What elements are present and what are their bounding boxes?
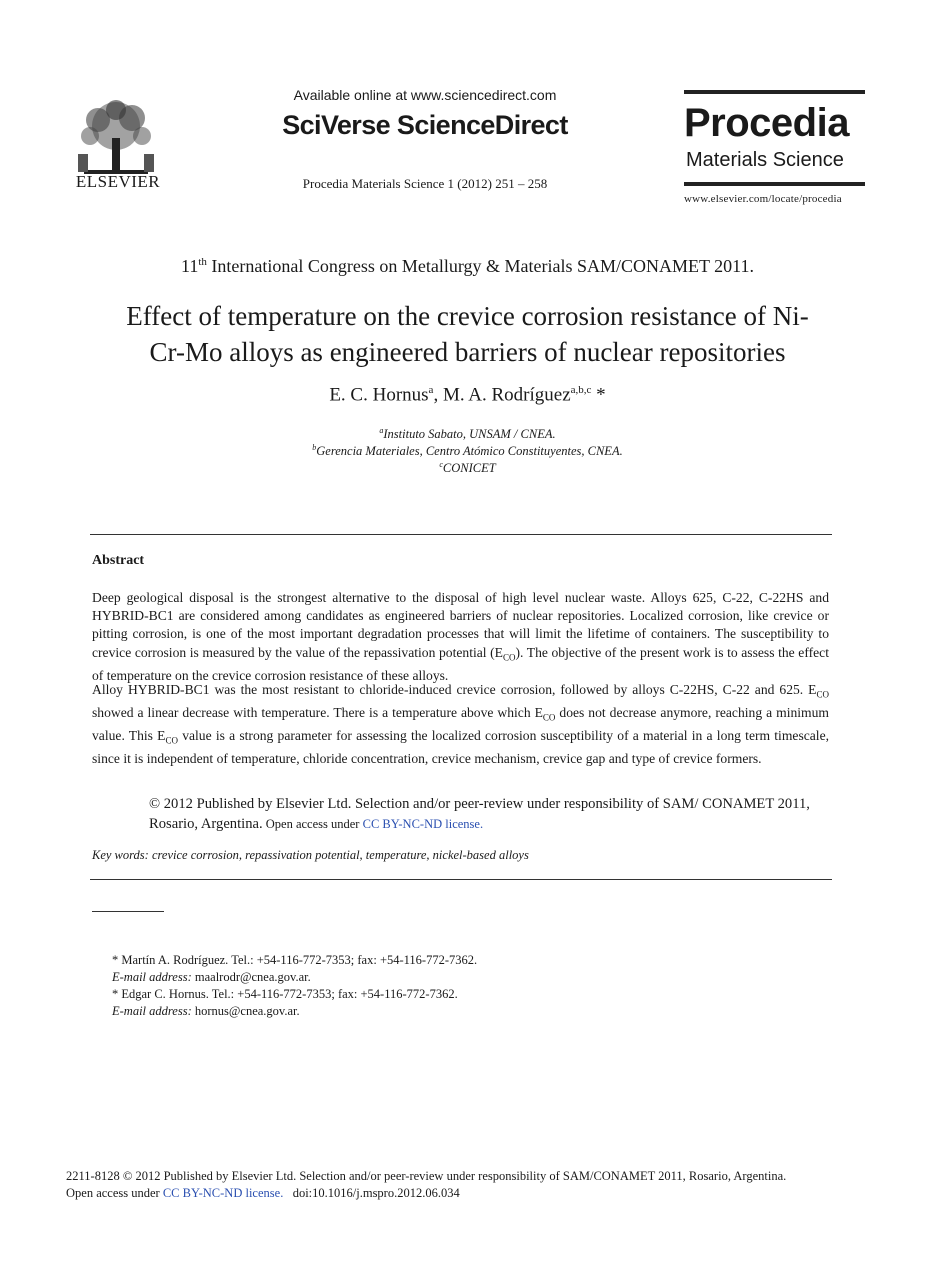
author-list: E. C. Hornus$^a$, M. A. Rodríguez$^{a,b,c}$ * xyxy=(329,384,606,406)
procedia-top-bar xyxy=(684,90,865,94)
congress-line: 11th International Congress on Metallurgy & Materials SAM/CONAMET 2011. xyxy=(180,256,755,276)
affiliation-a: $^a$Instituto Sabato, UNSAM / CNEA. xyxy=(379,426,556,442)
abstract-paragraph-1: Deep geological disposal is the strongest alternative to the disposal of high level nuclear waste. Alloys 625, C-22, C-22HS and HYBRID-BC1 are considered among candidates as engineered barriers of nuclear repositories. Localized corrosion, like crevice or pitting corrosion, is one of the most important degradation processes that will limit the lifetime of containers. The susceptibility to crevice corrosion is measured by the value of the repassivation potential $(E_{CO})$. The objective of the present work is to assess the effect of temperature on the crevice corrosion resistance of these alloys. xyxy=(92,590,829,683)
paper-title xyxy=(95,298,840,370)
abstract-heading: Abstract xyxy=(92,553,145,568)
sciverse-sciencedirect-logo: SciVerse ScienceDirect xyxy=(282,110,568,140)
footnote-email-2: E-mail address: hornus@cnea.gov.ar. xyxy=(112,1004,300,1018)
footnote-email-1: E-mail address: maalrodr@cnea.gov.ar. xyxy=(112,970,311,984)
procedia-logo-subtitle: Materials Science xyxy=(686,149,844,171)
elsevier-wordmark: ELSEVIER xyxy=(75,172,161,191)
divider-bottom xyxy=(90,879,832,880)
divider-top xyxy=(90,534,832,535)
license-link[interactable]: CC BY-NC-ND license. xyxy=(362,817,484,831)
footer-issn-line: 2211-8128 © 2012 Published by Elsevier Ltd. Selection and/or peer-review under responsibility of SAM/CONAMET 2011, Rosario, Argentina. xyxy=(66,1169,787,1183)
footer-doi-line: Open access under CC BY-NC-ND license. doi:10.1016/j.mspro.2012.06.034 xyxy=(66,1186,460,1200)
footnote-rule xyxy=(92,911,164,912)
keywords: Key words: crevice corrosion, repassivation potential, temperature, nickel-based alloys xyxy=(92,848,529,862)
paper-title-line-2: Cr-Mo alloys as engineered barriers of nuclear repositories xyxy=(149,337,786,367)
abstract-paragraph-2: Alloy HYBRID-BC1 was the most resistant to chloride-induced crevice corrosion, followed by alloys C-22HS, C-22 and 625. $E_{CO}$ showed a linear decrease with temperature. There is a temperature above which $E_{CO}$ does not decrease anymore, reaching a minimum value. This $E_{CO}$ value is a strong parameter for assessing the localized corrosion susceptibility of a material in a long term timescale, since it is independent of temperature, chloride concentration, crevice mechanism, crevice gap and type of crevice formers. xyxy=(92,682,830,766)
affiliation-b: $^b$Gerencia Materiales, Centro Atómico Constituyentes, CNEA. xyxy=(312,443,623,459)
email-link-2[interactable]: hornus@cnea.gov.ar. xyxy=(191,1004,300,1018)
footer-license-link[interactable]: CC BY-NC-ND license. xyxy=(162,1186,284,1200)
affiliation-c: $^c$CONICET xyxy=(439,460,496,476)
page-footer xyxy=(66,1168,866,1202)
paper-title-line-1: Effect of temperature on the crevice corrosion resistance of Ni- xyxy=(126,301,809,331)
journal-reference: Procedia Materials Science 1 (2012) 251 – 258 xyxy=(302,176,548,191)
copyright-notice: © 2012 Published by Elsevier Ltd. Selection and/or peer-review under responsibility of SAM/ CONAMET 2011, Rosario, Argentina. Open access under CC BY-NC-ND license. xyxy=(149,796,810,832)
footnote-author-2: * Edgar C. Hornus. Tel.: +54-116-772-7353; fax: +54-116-772-7362. xyxy=(112,987,458,1001)
procedia-bottom-bar xyxy=(684,182,865,186)
email-link-1[interactable]: maalrodr@cnea.gov.ar. xyxy=(191,970,311,984)
journal-url[interactable]: www.elsevier.com/locate/procedia xyxy=(684,193,842,205)
available-online-text: Available online at www.sciencedirect.com xyxy=(293,87,557,103)
footnote-author-1: * Martín A. Rodríguez. Tel.: +54-116-772-7353; fax: +54-116-772-7362. xyxy=(112,953,478,967)
procedia-logo-title: Procedia xyxy=(684,101,849,145)
